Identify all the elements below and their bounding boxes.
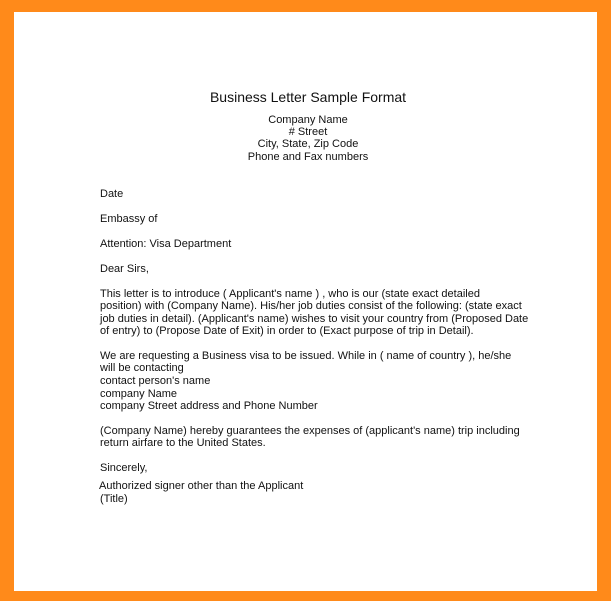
header-company-name: Company Name: [268, 114, 348, 126]
signer-title: (Title): [100, 493, 128, 505]
paragraph2-line: contact person's name: [100, 375, 211, 387]
header-street: # Street: [288, 126, 328, 138]
paragraph1-line: This letter is to introduce ( Applicant's name ) , who is our (state exact detailed: [100, 288, 480, 300]
paragraph2-line: will be contacting: [100, 362, 184, 374]
closing: Sincerely,: [100, 462, 148, 474]
attention-line: Attention: Visa Department: [100, 238, 232, 250]
date-line: Date: [100, 188, 124, 200]
paragraph1-line: position) with (Company Name). His/her job duties consist of the following: (state exact: [100, 300, 522, 312]
paragraph2-line: We are requesting a Business visa to be issued. While in ( name of country ), he/she: [100, 350, 512, 362]
embassy-line: Embassy of: [100, 213, 158, 225]
salutation: Dear Sirs,: [100, 263, 149, 275]
header-phone-fax: Phone and Fax numbers: [247, 151, 369, 163]
signer-line: Authorized signer other than the Applicant: [99, 480, 304, 492]
paragraph2-line: company Name: [100, 388, 178, 400]
paragraph1-line: of entry) to (Propose Date of Exit) in order to (Exact purpose of trip in Detail).: [100, 325, 474, 337]
paragraph3-line: return airfare to the United States.: [100, 437, 266, 449]
document-title: Business Letter Sample Format: [209, 89, 407, 105]
header-city-state-zip: City, State, Zip Code: [257, 138, 359, 150]
paragraph1-line: job duties in detail). (Applicant's name) wishes to visit your country from (Proposed Date: [100, 313, 529, 325]
paragraph3-line: (Company Name) hereby guarantees the expenses of (applicant's name) trip including: [100, 425, 520, 437]
paragraph2-line: company Street address and Phone Number: [100, 400, 318, 412]
